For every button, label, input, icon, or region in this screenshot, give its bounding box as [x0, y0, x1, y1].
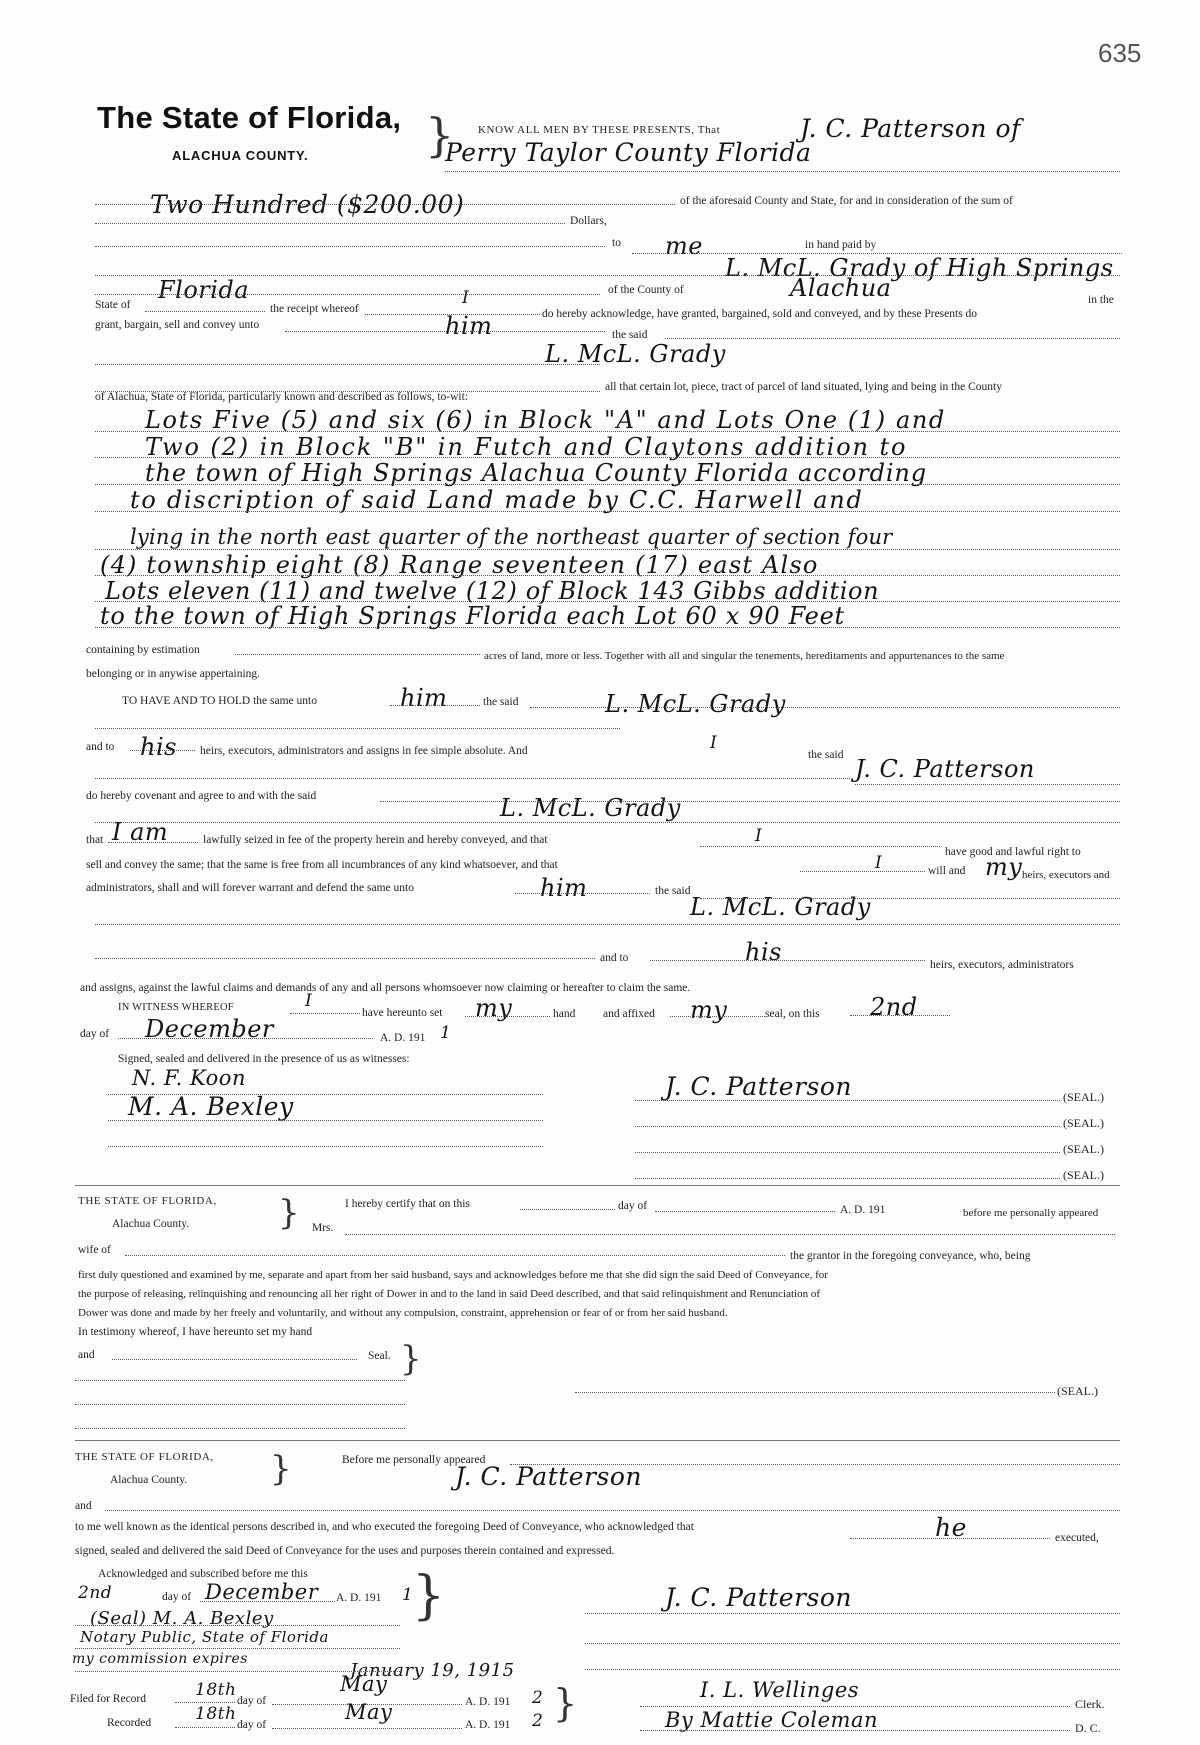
signed-sealed-text: Signed, sealed and delivered in the presence of us as witnesses: — [118, 1053, 410, 1065]
hw-deputy: By Mattie Coleman — [665, 1708, 879, 1732]
hw-hold-unto: him — [400, 684, 448, 712]
of-alachua-text: of Alachua, State of Florida, particularly known and described as follows, to-wit: — [95, 391, 469, 403]
hw-on-this-day: 2nd — [870, 993, 918, 1021]
dower-mrs: Mrs. — [312, 1222, 334, 1234]
dower-before-me: before me personally appeared — [963, 1207, 1099, 1219]
dower-wife-of: wife of — [78, 1244, 111, 1256]
covenant-text: do hereby covenant and agree to and with the said — [86, 790, 317, 802]
filed-ad: A. D. 191 — [465, 1696, 511, 1708]
description-line: to the town of High Springs Florida each Lot 60 x 90 Feet — [100, 602, 845, 630]
the-said-text-4: the said — [655, 885, 691, 897]
and-to-text-2: and to — [600, 952, 629, 964]
hw-and-to: his — [140, 733, 177, 761]
dower-brace-2: } — [400, 1339, 422, 1379]
grant-bargain-text: grant, bargain, sell and convey unto — [95, 319, 260, 331]
seal-on-this-text: seal, on this — [765, 1008, 820, 1020]
hw-recorded-year-suffix: 2 — [532, 1711, 544, 1731]
dc-label: D. C. — [1075, 1721, 1101, 1735]
containing-text: containing by estimation — [86, 644, 200, 656]
description-line: Lots eleven (11) and twelve (12) of Block 143 Gibbs addition — [105, 577, 880, 605]
dollars-text: Dollars, — [570, 215, 607, 227]
ack-brace: } — [270, 1449, 292, 1489]
hw-recorded-month: May — [345, 1700, 393, 1724]
hw-set-my: my — [475, 994, 513, 1022]
dower-testimony: In testimony whereof, I have hereunto set my hand — [78, 1326, 313, 1338]
dower-seal-label: (SEAL.) — [1057, 1384, 1098, 1398]
seal-label: (SEAL.) — [1063, 1090, 1104, 1104]
dower-and: and — [78, 1349, 95, 1361]
ack-before-me: Before me personally appeared — [342, 1454, 486, 1466]
and-assigns-text: and assigns, against the lawful claims and demands of any and all persons whomsoever now claiming or hereafter to claim the same. — [80, 982, 691, 994]
hw-affixed-my: my — [690, 996, 728, 1024]
lawfully-text: lawfully seized in fee of the property herein and hereby conveyed, and that — [203, 834, 548, 846]
ack-executed: executed, — [1055, 1532, 1099, 1544]
hw-said-grantor: J. C. Patterson — [855, 755, 1035, 783]
of-county-state-text: of the aforesaid County and State, for and in consideration of the sum of — [680, 195, 1013, 207]
hw-that-am: I am — [112, 818, 169, 846]
recorded-ad: A. D. 191 — [465, 1719, 511, 1731]
filed-day-of: day of — [237, 1695, 267, 1707]
hw-ack-year-suffix: 1 — [402, 1585, 414, 1605]
the-said-text-3: the said — [808, 749, 844, 761]
county-heading: ALACHUA COUNTY. — [172, 148, 309, 163]
to-text: to — [612, 237, 621, 249]
hw-commission-date: January 19, 1915 — [350, 1660, 515, 1681]
recorded-day-of: day of — [237, 1719, 267, 1731]
hw-ack-month: December — [205, 1580, 319, 1604]
hw-covenant-with: L. McL. Grady — [500, 794, 681, 822]
ack-signed-delivered: signed, sealed and delivered the said Deed of Conveyance for the uses and purposes therein contained and expressed. — [75, 1545, 615, 1557]
and-affixed-text: and affixed — [603, 1008, 655, 1020]
hw-notary-line2: Notary Public, State of Florida — [80, 1628, 329, 1646]
section-divider — [75, 1185, 1120, 1186]
hw-filed-year-suffix: 2 — [532, 1688, 544, 1708]
belonging-text: belonging or in anywise appertaining. — [86, 668, 261, 680]
acres-text: acres of land, more or less. Together with all and singular the tenements, hereditaments and appurtenances to the same — [484, 650, 1005, 662]
clerk-label: Clerk. — [1075, 1697, 1105, 1711]
in-the-text: in the — [1088, 294, 1114, 306]
ack-ad: A. D. 191 — [336, 1592, 382, 1604]
hw-ack-before: J. C. Patterson — [455, 1462, 643, 1491]
heirs-admin-text: heirs, executors, administrators — [930, 959, 1074, 971]
hw-witness1: N. F. Koon — [132, 1066, 246, 1090]
of-county-of-text: of the County of — [608, 284, 684, 296]
seal-label: (SEAL.) — [1063, 1168, 1104, 1182]
dower-body-line: the purpose of releasing, relinquishing and renouncing all her right of Dower in and to the land in said Deed described, and that said relinquishment and Renunciation of — [78, 1288, 820, 1300]
that-text: that — [86, 834, 104, 846]
ack-well-known: to me well known as the identical persons described in, and who executed the foregoing Deed of Conveyance, who acknowledged that — [75, 1521, 694, 1533]
description-line: Two (2) in Block "B" in Futch and Claytons addition to — [145, 433, 908, 461]
sell-convey-text: sell and convey the same; that the same is free from all incumbrances of any kind whatsoever, and that — [86, 859, 558, 871]
dower-brace: } — [278, 1193, 300, 1233]
hw-to-whom: me — [665, 232, 703, 260]
have-good-text: have good and lawful right to — [945, 846, 1081, 858]
hw-defend-said: L. McL. Grady — [690, 893, 871, 921]
description-line: Lots Five (5) and six (6) in Block "A" and Lots One (1) and — [145, 406, 946, 434]
know-all-text: KNOW ALL MEN BY THESE PRESENTS, That — [478, 124, 721, 136]
ack-brace-2: } — [412, 1566, 446, 1626]
hw-defend-unto: him — [540, 874, 588, 902]
hw-year-suffix: 1 — [440, 1023, 452, 1043]
hw-day-of-month: December — [145, 1015, 274, 1043]
hw-clerk-name: I. L. Wellinges — [700, 1678, 860, 1702]
ack-and: and — [75, 1500, 92, 1512]
hw-recorded-day: 18th — [195, 1704, 237, 1724]
dower-day-of: day of — [618, 1200, 648, 1212]
dower-certify: I hereby certify that on this — [345, 1198, 470, 1210]
ack-subscribed: Acknowledged and subscribed before me this — [98, 1568, 308, 1580]
hw-notary-line1: (Seal) M. A. Bexley — [90, 1608, 274, 1629]
hw-filed-day: 18th — [195, 1680, 237, 1700]
hand-text: hand — [553, 1008, 576, 1020]
all-that-text: all that certain lot, piece, tract of parcel of land situated, lying and being in the County — [605, 381, 1002, 393]
dower-seal-word: Seal. — [368, 1350, 391, 1362]
hw-grantor-residence: Perry Taylor County Florida — [445, 138, 812, 167]
hw-ack-day: 2nd — [78, 1583, 113, 1603]
hw-i-have: I — [755, 826, 763, 846]
in-hand-paid-text: in hand paid by — [805, 239, 877, 251]
seal-label: (SEAL.) — [1063, 1116, 1104, 1130]
ack-state: THE STATE OF FLORIDA, — [75, 1451, 214, 1463]
description-line: (4) township eight (8) Range seventeen (17) east Also — [100, 551, 819, 579]
ack-day-of: day of — [162, 1591, 192, 1603]
seal-label: (SEAL.) — [1063, 1142, 1104, 1156]
day-of-text: day of — [80, 1028, 110, 1040]
hw-hold-said: L. McL. Grady — [605, 690, 786, 718]
ad-191-text: A. D. 191 — [380, 1032, 426, 1044]
hw-ack-he: he — [935, 1513, 967, 1542]
filed-for-record: Filed for Record — [70, 1693, 147, 1705]
description-line: the town of High Springs Alachua County Florida according — [145, 459, 928, 487]
hw-grantor: J. C. Patterson of — [800, 114, 1021, 143]
hw-county-of: Alachua — [790, 274, 892, 302]
hw-witness2: M. A. Bexley — [128, 1092, 294, 1121]
hw-ack-signature: J. C. Patterson — [665, 1583, 853, 1612]
hw-grantor-signature: J. C. Patterson — [665, 1072, 853, 1101]
hw-said-grantee: L. McL. Grady — [545, 340, 726, 368]
description-line: to discription of said Land made by C.C. Harwell and — [130, 486, 864, 514]
ack-county: Alachua County. — [110, 1474, 188, 1486]
description-line: lying in the north east quarter of the northeast quarter of section four — [130, 525, 893, 549]
the-said-text-1: the said — [612, 329, 648, 341]
hw-and-pronoun: I — [710, 733, 718, 753]
hw-witness-i: I — [305, 991, 313, 1011]
dower-body-line: first duly questioned and examined by me, separate and apart from her said husband, says and acknowledges before me that she did sign the said Deed of Conveyance, for — [78, 1269, 828, 1281]
acknowledge-text: do hereby acknowledge, have granted, bargained, sold and conveyed, and by these Presents do — [542, 308, 978, 320]
hw-state-of: Florida — [158, 276, 250, 304]
dower-state: THE STATE OF FLORIDA, — [78, 1195, 217, 1207]
hw-notary-line3: my commission expires — [72, 1651, 248, 1667]
heirs-exec-text: heirs, executors, administrators and assigns in fee simple absolute. And — [200, 745, 528, 757]
hw-and-to-his: his — [745, 938, 782, 966]
dower-county: Alachua County. — [112, 1218, 190, 1230]
state-title: The State of Florida, — [97, 100, 402, 135]
administrators-text: administrators, shall and will forever warrant and defend the same unto — [86, 882, 414, 894]
hw-convey-unto: him — [445, 312, 493, 340]
recorded-label: Recorded — [107, 1717, 152, 1729]
header-brace: } — [425, 108, 455, 162]
to-have-text: TO HAVE AND TO HOLD the same unto — [122, 695, 317, 707]
receipt-whereof-text: the receipt whereof — [270, 303, 359, 315]
dower-ad: A. D. 191 — [840, 1204, 886, 1216]
heirs-exec-and-text: heirs, executors and — [1022, 869, 1110, 881]
section-divider — [75, 1440, 1120, 1441]
state-of-text: State of — [95, 299, 131, 311]
have-hereunto-text: have hereunto set — [362, 1007, 443, 1019]
hw-sum-amount: Two Hundred ($200.00) — [150, 190, 465, 219]
hw-my: my — [985, 853, 1023, 881]
hw-receipt-pronoun: I — [462, 288, 470, 308]
hw-grantee-paid-by: L. McL. Grady of High Springs — [725, 254, 1114, 282]
page-number: 635 — [1098, 38, 1142, 68]
dower-body-line: Dower was done and made by her freely and voluntarily, and without any compulsion, constraint, apprehension or fear of or from her said husband. — [78, 1307, 728, 1319]
in-witness-text: IN WITNESS WHEREOF — [118, 1002, 234, 1013]
filed-brace: } — [553, 1681, 578, 1725]
dower-grantor-in: the grantor in the foregoing conveyance, who, being — [790, 1250, 1031, 1262]
hw-filed-month: May — [340, 1672, 388, 1696]
and-to-text: and to — [86, 741, 115, 753]
hw-i-will: I — [875, 853, 883, 873]
will-and-text: will and — [928, 865, 966, 877]
the-said-text-2: the said — [483, 696, 519, 708]
